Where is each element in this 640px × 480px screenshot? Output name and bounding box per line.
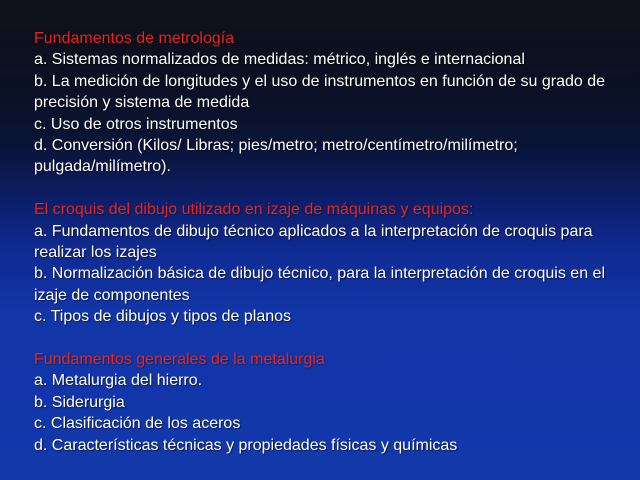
section-heading: Fundamentos de metrología: [34, 30, 235, 47]
section-metrologia: [34, 28, 614, 178]
list-item: b. Normalización básica de dibujo técnico, para la interpretación de croquis en el izaje de componentes: [34, 265, 605, 304]
list-item: d. Características técnicas y propiedades físicas y químicas: [34, 436, 458, 454]
list-item: d. Conversión (Kilos/ Libras; pies/metro; metro/centímetro/milímetro; pulgada/milímetro).: [34, 137, 518, 176]
section-metalurgia: [34, 349, 614, 456]
list-item: b. La medición de longitudes y el uso de instrumentos en función de su grado de precisión y sistema de medida: [34, 72, 606, 112]
section-heading: Fundamentos generales de la metalurgia: [34, 351, 325, 369]
list-item: a. Sistemas normalizados de medidas: métrico, inglés e internacional: [34, 51, 525, 69]
section-croquis: [34, 199, 614, 327]
slide-content: [34, 28, 614, 456]
list-item: a. Metalurgia del hierro.: [34, 372, 203, 390]
list-item: a. Fundamentos de dibujo técnico aplicados a la interpretación de croquis para realizar los izajes: [34, 222, 593, 262]
list-item: b. Siderurgia: [34, 393, 125, 411]
section-heading: El croquis del dibujo utilizado en izaje de máquinas y equipos:: [34, 201, 474, 219]
list-item: c. Uso de otros instrumentos: [34, 115, 238, 133]
list-item: c. Clasificación de los aceros: [34, 415, 241, 433]
list-item: c. Tipos de dibujos y tipos de planos: [34, 308, 292, 326]
